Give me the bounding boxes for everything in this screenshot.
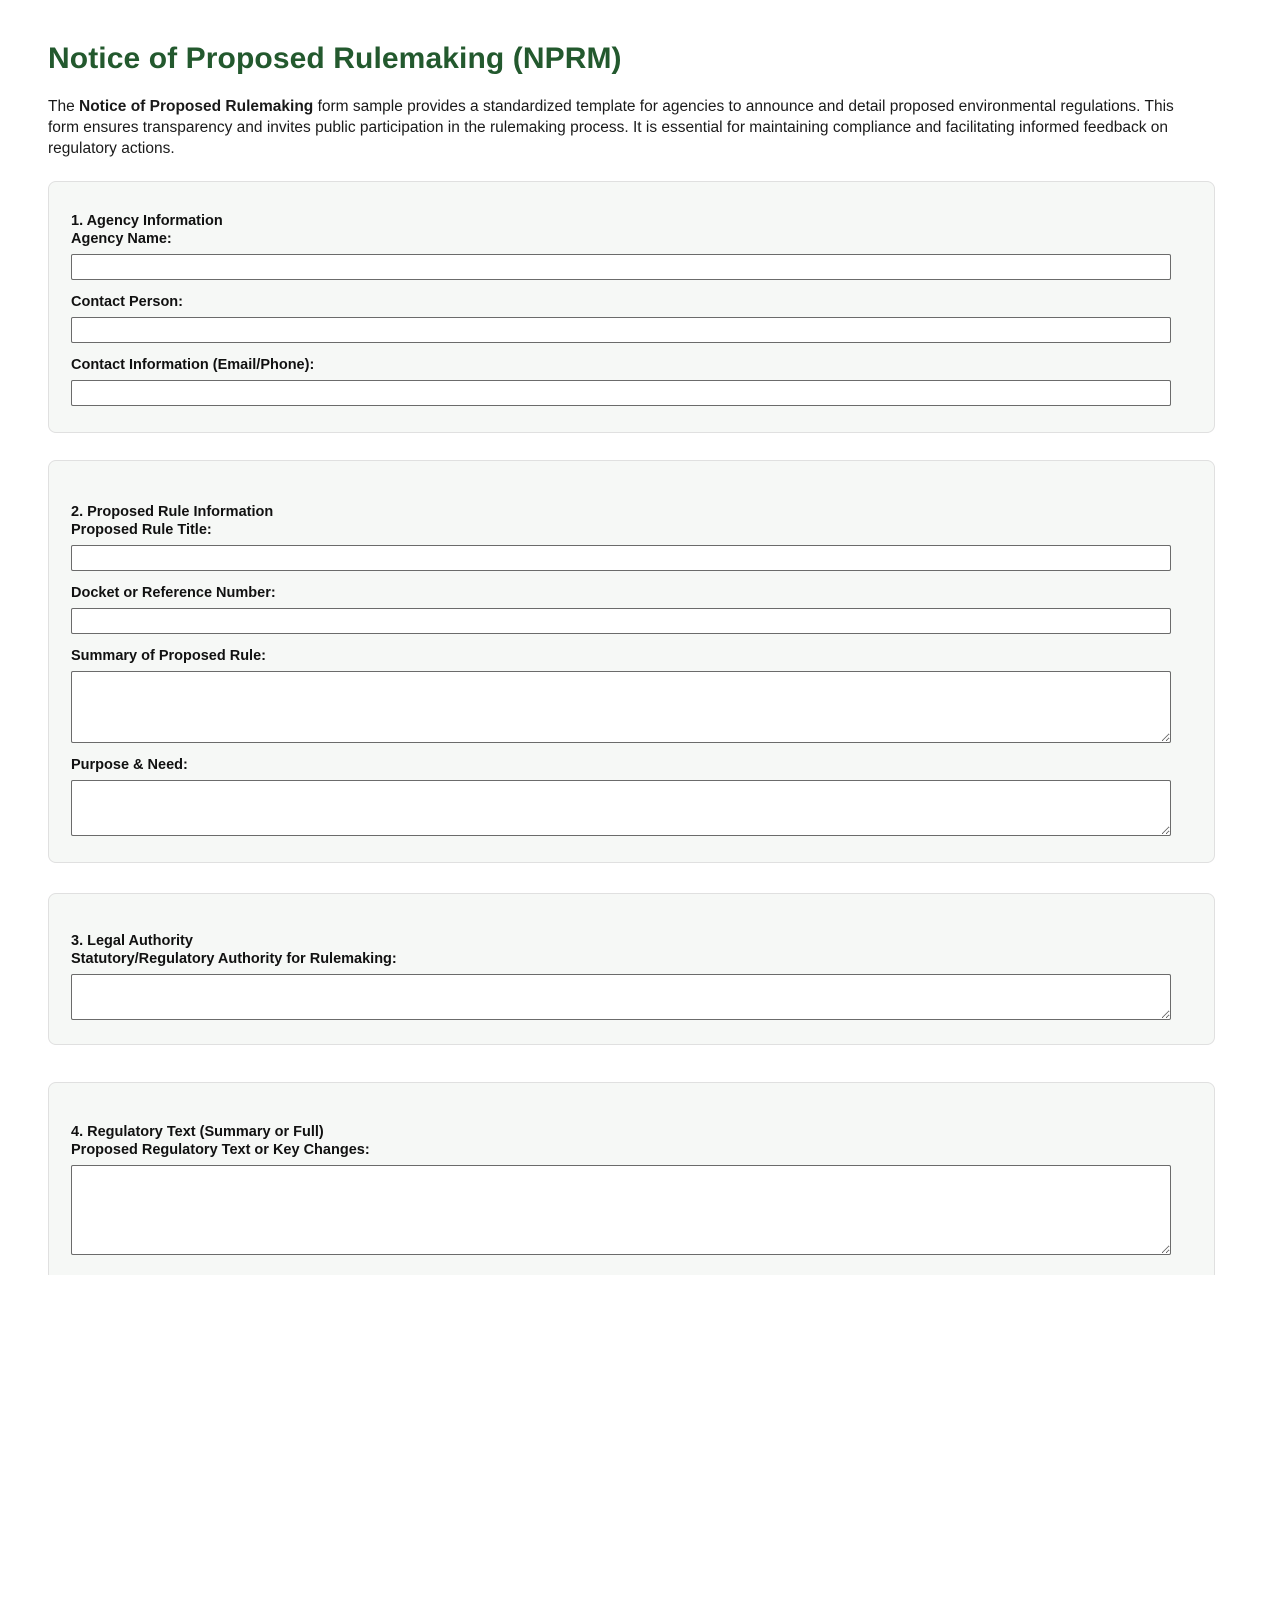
purpose-need-field-block	[71, 756, 1192, 836]
label-summary-of-proposed-rule: Summary of Proposed Rule:	[71, 648, 266, 664]
contact-information-input[interactable]	[71, 380, 1171, 406]
section-agency-information	[48, 181, 1215, 433]
statutory-authority-field-block	[71, 932, 1192, 1020]
agency-name-input[interactable]	[71, 254, 1171, 280]
label-proposed-regulatory-text: Proposed Regulatory Text or Key Changes:	[71, 1142, 370, 1158]
section-heading-proposed-rule-information: 2. Proposed Rule Information	[71, 504, 274, 520]
proposed-regulatory-text-field-block	[71, 1123, 1192, 1255]
intro-lead: The	[48, 98, 80, 115]
agency-name-field-block	[71, 212, 1192, 280]
section-heading-regulatory-text: 4. Regulatory Text (Summary or Full)	[71, 1124, 324, 1140]
section-heading-agency-information: 1. Agency Information	[71, 213, 223, 229]
purpose-and-need-textarea[interactable]	[71, 780, 1171, 836]
intro-bold-term: Notice of Proposed Rulemaking	[79, 98, 314, 115]
summary-field-block	[71, 647, 1192, 743]
page-bottom-whitespace	[0, 1275, 1263, 1599]
contact-information-field-block	[71, 356, 1192, 406]
section-proposed-rule-information	[48, 460, 1215, 863]
label-agency-name: Agency Name:	[71, 231, 172, 247]
section-regulatory-text	[48, 1082, 1215, 1282]
intro-paragraph	[48, 96, 1198, 159]
section-heading-legal-authority: 3. Legal Authority	[71, 933, 193, 949]
contact-person-input[interactable]	[71, 317, 1171, 343]
section-legal-authority	[48, 893, 1215, 1045]
label-purpose-and-need: Purpose & Need:	[71, 757, 188, 773]
label-proposed-rule-title: Proposed Rule Title:	[71, 522, 212, 538]
page-title: Notice of Proposed Rulemaking (NPRM)	[48, 42, 622, 75]
label-contact-person: Contact Person:	[71, 294, 183, 310]
statutory-authority-textarea[interactable]	[71, 974, 1171, 1020]
label-docket-number: Docket or Reference Number:	[71, 585, 276, 601]
docket-number-input[interactable]	[71, 608, 1171, 634]
proposed-rule-title-input[interactable]	[71, 545, 1171, 571]
proposed-regulatory-text-textarea[interactable]	[71, 1165, 1171, 1255]
label-statutory-authority: Statutory/Regulatory Authority for Rulemaking:	[71, 951, 397, 967]
contact-person-field-block	[71, 293, 1192, 343]
label-contact-information: Contact Information (Email/Phone):	[71, 357, 315, 373]
docket-number-field-block	[71, 584, 1192, 634]
summary-of-proposed-rule-textarea[interactable]	[71, 671, 1171, 743]
proposed-rule-title-field-block	[71, 503, 1192, 571]
intro-rest: form sample provides a standardized template for agencies to announce and detail proposed environmental regulations. This form ensures transparency and invites public participation in the rulemaking process. It is essential for maintaining compliance and facilitating informed feedback on regulatory actions.	[48, 98, 1174, 157]
